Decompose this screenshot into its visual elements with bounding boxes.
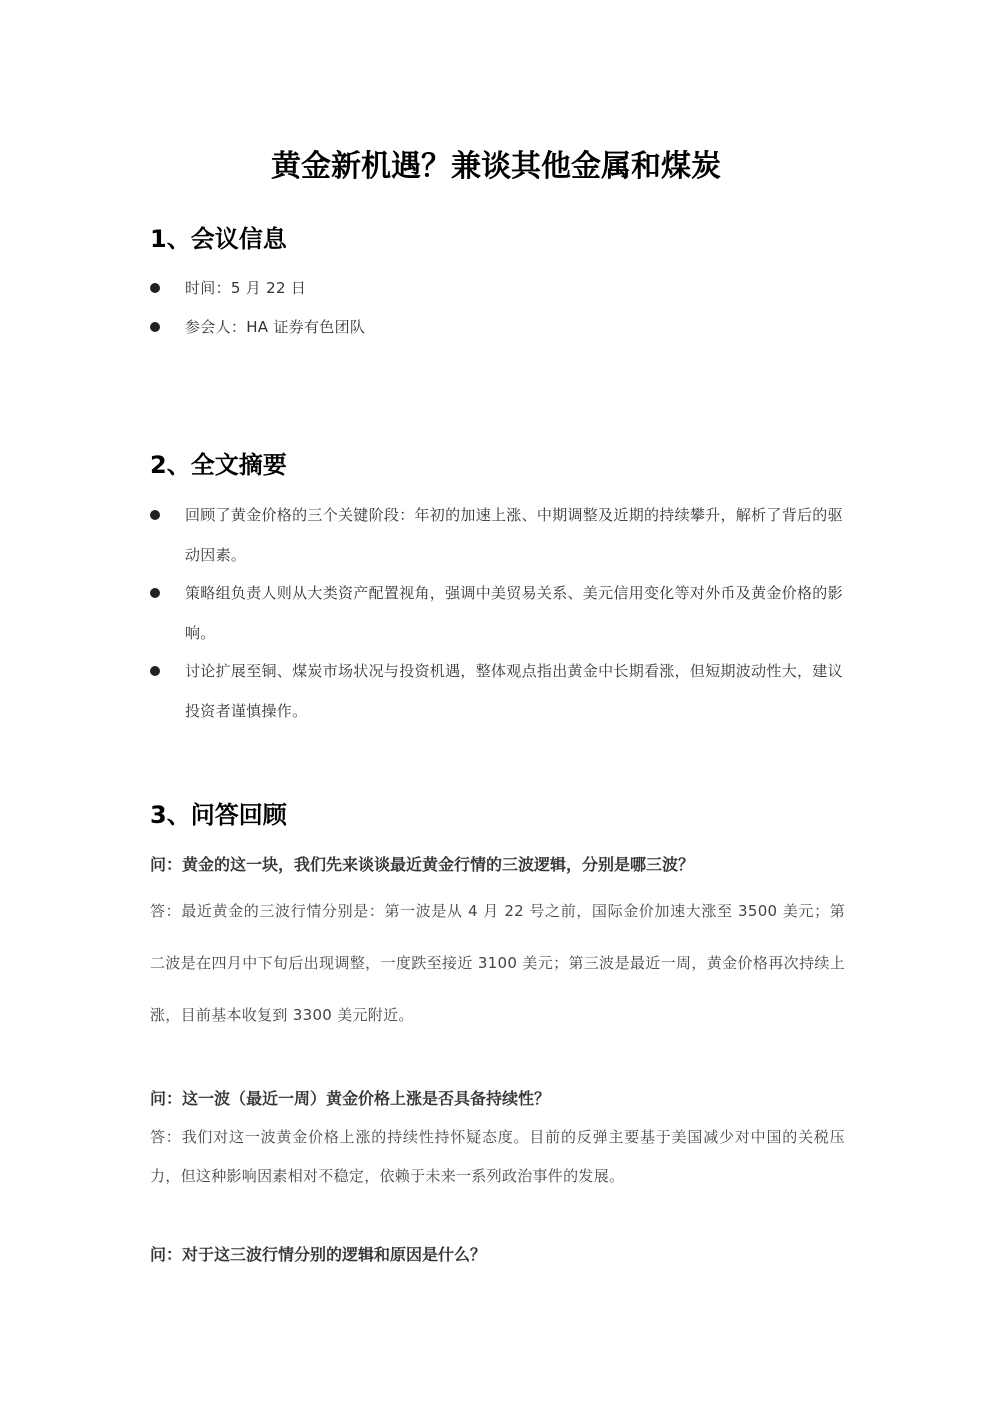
bullet-icon [150,322,160,332]
bullet-icon [150,283,160,293]
summary-point: 回顾了黄金价格的三个关键阶段：年初的加速上涨、中期调整及近期的持续攀升，解析了背后的驱动因素。 [185,506,843,564]
section-heading-summary: 2、全文摘要 [150,451,287,479]
list-item [150,573,845,653]
meeting-attendees: 参会人：HA 证券有色团队 [185,318,366,336]
qa-answer: 答：我们对这一波黄金价格上涨的持续性持怀疑态度。目前的反弹主要基于美国减少对中国的关税压力，但这种影响因素相对不稳定，依赖于未来一系列政治事件的发展。 [150,1128,845,1185]
list-item [150,307,845,347]
bullet-icon [150,588,160,598]
bullet-icon [150,666,160,676]
qa-question: 问：黄金的这一块，我们先来谈谈最近黄金行情的三波逻辑，分别是哪三波？ [150,855,695,874]
qa-answer: 答：最近黄金的三波行情分别是：第一波是从 4 月 22 号之前，国际金价加速大涨至 3500 美元；第二波是在四月中下旬后出现调整，一度跌至接近 3100 美元；第三波是最近一周，黄金价格再次持续上涨，目前基本收复到 3300 美元附近。 [150,902,845,1024]
list-item [150,268,845,308]
summary-point: 讨论扩展至铜、煤炭市场状况与投资机遇，整体观点指出黄金中长期看涨，但短期波动性大，建议投资者谨慎操作。 [185,662,843,720]
qa-question: 问：对于这三波行情分别的逻辑和原因是什么？ [150,1245,487,1264]
section-heading-meeting-info: 1、会议信息 [150,225,287,253]
bullet-icon [150,510,160,520]
section-heading-qa: 3、问答回顾 [150,801,287,829]
list-item [150,495,845,575]
qa-question: 问：这一波（最近一周）黄金价格上涨是否具备持续性？ [150,1089,551,1108]
list-item [150,651,845,731]
summary-point: 策略组负责人则从大类资产配置视角，强调中美贸易关系、美元信用变化等对外币及黄金价格的影响。 [185,584,843,642]
document-title: 黄金新机遇？兼谈其他金属和煤炭 [271,149,721,184]
meeting-time: 时间：5 月 22 日 [185,279,307,297]
